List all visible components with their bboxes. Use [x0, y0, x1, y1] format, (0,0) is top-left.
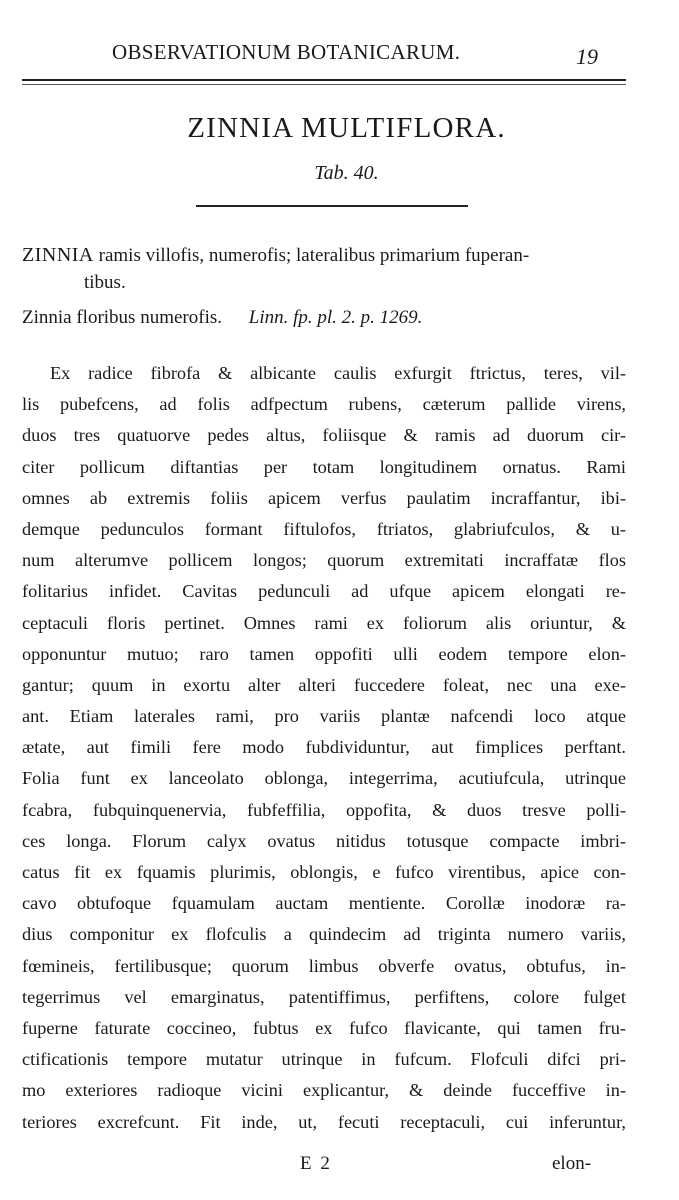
text-line: Folia funt ex lanceolato oblonga, integerrima, acutiufcula, utrinque	[22, 768, 626, 789]
page-number: 19	[576, 44, 598, 69]
text-line: fuperne faturate coccineo, fubtus ex fufco flavicante, qui tamen fru-	[22, 1017, 626, 1038]
text-line: mo exteriores radioque vicini explicantur, & deinde fucceffive in-	[22, 1080, 626, 1101]
diagnosis-genus: ZINNIA	[22, 244, 94, 266]
text-line: ces longa. Florum calyx ovatus nitidus totusque compacte imbri-	[22, 830, 626, 851]
diagnosis-line-2: tibus.	[84, 272, 126, 293]
text-line: catus fit ex fquamis plurimis, oblongis, e fufco virentibus, apice con-	[22, 862, 626, 882]
text-line: ceptaculi floris pertinet. Omnes rami ex foliorum alis oriuntur, &	[22, 612, 626, 633]
text-line: duos tres quatuorve pedes altus, foliisque & ramis ad duorum cir-	[22, 425, 626, 446]
running-title: OBSERVATIONUM BOTANICARUM.	[112, 40, 461, 64]
text-line: ætate, aut fimili fere modo fubdividuntur, aut fimplices perftant.	[22, 737, 626, 758]
text-line: citer pollicum diftantias per totam longitudinem ornatus. Rami	[22, 456, 626, 477]
text-line: fcabra, fubquinquenervia, fubfeffilia, oppofita, & duos tresve polli-	[22, 799, 626, 820]
text-line: opponuntur mutuo; raro tamen oppofiti ulli eodem tempore elon-	[22, 643, 626, 664]
text-line: ctificationis tempore mutatur utrinque in fufcum. Flofculi difci pri-	[22, 1049, 626, 1070]
text-line: fœmineis, fertilibusque; quorum limbus obverfe ovatus, obtufus, in-	[22, 955, 626, 976]
text-line: ant. Etiam laterales rami, pro variis plantæ nafcendi loco atque	[22, 706, 626, 727]
text-line: demque pedunculos formant fiftulofos, ftriatos, glabriufculos, & u-	[22, 518, 626, 539]
text-line: folitarius infidet. Cavitas pedunculi ad ufque apicem elongati re-	[22, 581, 626, 602]
title-rule	[196, 205, 468, 207]
text-line: tegerrimus vel emarginatus, patentiffimus, perfiftens, colore fulget	[22, 986, 626, 1007]
diagnosis-line-1	[22, 241, 529, 270]
synonym-text: Zinnia floribus numerofis.	[22, 307, 222, 328]
header-rule	[22, 79, 626, 81]
description-paragraph	[22, 358, 626, 1138]
catchword: elon-	[552, 1153, 592, 1174]
text-line: dius componitur ex flofculis a quindecim ad triginta numero variis,	[22, 924, 626, 945]
signature-mark: E 2	[300, 1153, 332, 1174]
text-line: num alterumve pollicem longos; quorum extremitati incraffatæ flos	[22, 550, 626, 571]
species-title: ZINNIA MULTIFLORA.	[187, 112, 506, 144]
synonym-line	[22, 303, 422, 332]
diagnosis-text: ramis villofis, numerofis; lateralibus primarium fuperan-	[98, 245, 530, 266]
text-line: gantur; quum in exortu alter alteri fuccedere foleat, nec una exe-	[22, 674, 626, 695]
synonym-citation: Linn. fp. pl. 2. p. 1269.	[248, 307, 423, 328]
text-line: cavo obtufoque fquamulam auctam mentiente. Corollæ inodoræ ra-	[22, 893, 626, 914]
plate-reference: Tab. 40.	[314, 162, 379, 184]
text-line: lis pubefcens, ad folis adfpectum rubens, cæterum pallide virens,	[22, 394, 626, 415]
text-line: Ex radice fibrofa & albicante caulis exfurgit ftrictus, teres, vil-	[50, 363, 626, 383]
header-rule-thin	[22, 84, 626, 85]
text-line: omnes ab extremis foliis apicem verfus paulatim incraffantur, ibi-	[22, 487, 626, 508]
text-line: teriores excrefcunt. Fit inde, ut, fecuti receptaculi, cui inferuntur,	[22, 1111, 626, 1132]
